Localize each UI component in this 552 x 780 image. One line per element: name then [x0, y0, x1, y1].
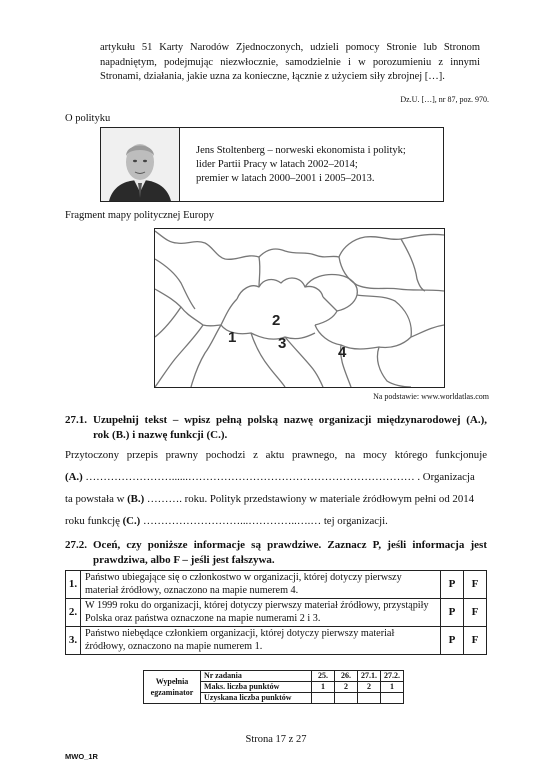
- politician-heading: O polityku: [65, 113, 111, 124]
- politician-line: Jens Stoltenberg – norweski ekonomista i polityk;: [196, 145, 406, 156]
- table-row: [66, 571, 487, 599]
- map-heading: Fragment mapy politycznej Europy: [65, 210, 215, 221]
- task2-instruction-line1: Oceń, czy poniższe informacje są prawdziwe. Zaznacz P, jeśli informacja jest: [93, 539, 487, 551]
- true-option[interactable]: P: [441, 599, 464, 627]
- obtained-points-label: Uzyskana liczba punktów: [201, 693, 312, 704]
- task1-text: [65, 448, 487, 536]
- page-number: Strona 17 z 27: [245, 734, 307, 745]
- quote-line: Stronami, działania, jakie uzna za konieczne, łącznie z użyciem siły zbrojnej […].: [100, 71, 445, 82]
- task1-instruction-line1: Uzupełnij tekst – wpisz pełną polską nazwę organizacji międzynarodowej (A.),: [93, 414, 487, 426]
- row-number: 2.: [66, 599, 81, 627]
- quote-line: artykułu 51 Karty Narodów Zjednoczonych, udzieli pomocy Stronie lub Stronom: [100, 42, 480, 53]
- table-row: [66, 627, 487, 655]
- row-number: 3.: [66, 627, 81, 655]
- max-points: 2: [358, 682, 381, 693]
- quote-text: [100, 41, 480, 85]
- true-option[interactable]: P: [441, 571, 464, 599]
- task2-instruction: [65, 538, 487, 567]
- task1-number: 27.1.: [65, 414, 87, 426]
- task-number: 26.: [335, 671, 358, 682]
- portrait-image: [101, 128, 179, 201]
- quote-line: napadniętym, podejmując niezwłocznie, samodzielnie i w porozumieniu z innymi: [100, 56, 480, 68]
- map-label-2: 2: [272, 312, 281, 329]
- true-option[interactable]: P: [441, 627, 464, 655]
- map-label-4: 4: [338, 344, 347, 361]
- true-false-table: [65, 570, 487, 655]
- politician-description: [196, 144, 406, 186]
- max-points-label: Maks. liczba punktów: [201, 682, 312, 693]
- table-row: [66, 599, 487, 627]
- task2-instruction-line2: prawdziwa, albo F – jeśli jest fałszywa.: [93, 553, 275, 566]
- task1-answer-a[interactable]: (A.) ……………………......……………………………………………………… . Organizacja: [65, 471, 475, 483]
- obtained-points-cell[interactable]: [335, 693, 358, 704]
- politician-line: premier w latach 2000–2001 i 2005–2013.: [196, 173, 375, 184]
- map-frame: [154, 228, 445, 388]
- exam-code: MWO_1R: [65, 752, 98, 761]
- statement-text: W 1999 roku do organizacji, której dotyczy pierwszy materiał źródłowy, przystąpiły Polska oraz państwa oznaczone na mapie numerami 2 i 3.: [81, 599, 441, 627]
- row-number: 1.: [66, 571, 81, 599]
- task1-answer-b[interactable]: ta powstała w (B.) ………. roku. Polityk przedstawiony w materiale źródłowym pełni od 2014: [65, 493, 475, 505]
- politician-line: lider Partii Pracy w latach 2002–2014;: [196, 159, 358, 170]
- task1-instruction: [65, 413, 487, 442]
- false-option[interactable]: F: [464, 627, 487, 655]
- task-numbers-label: Nr zadania: [201, 671, 312, 682]
- task-number: 27.1.: [358, 671, 381, 682]
- map-source: Na podstawie: www.worldatlas.com: [373, 392, 489, 401]
- false-option[interactable]: F: [464, 599, 487, 627]
- false-option[interactable]: F: [464, 571, 487, 599]
- obtained-points-cell[interactable]: [358, 693, 381, 704]
- quote-source: Dz.U. […], nr 87, poz. 970.: [400, 95, 489, 104]
- task-number: 25.: [312, 671, 335, 682]
- statement-text: Państwo niebędące członkiem organizacji, której dotyczy pierwszy materiał źródłowy, oznaczono na mapie numerem 1.: [81, 627, 441, 655]
- map-label-1: 1: [228, 329, 237, 346]
- task-number: 27.2.: [381, 671, 404, 682]
- max-points: 1: [381, 682, 404, 693]
- obtained-points-cell[interactable]: [381, 693, 404, 704]
- task1-answer-c[interactable]: roku funkcję (C.) ………………………...…………..….… tej organizacji.: [65, 515, 388, 527]
- scoring-table: [143, 670, 404, 704]
- scoring-side-label: Wypełnia egzaminator: [144, 671, 201, 704]
- politician-box: [100, 127, 444, 202]
- statement-text: Państwo ubiegające się o członkostwo w organizacji, której dotyczy pierwszy materiał źródłowy, oznaczono na mapie numerem 4.: [81, 571, 441, 599]
- task1-text-line1: Przytoczony przepis prawny pochodzi z aktu prawnego, na mocy którego funkcjonuje: [65, 449, 487, 461]
- map-label-3: 3: [278, 335, 287, 352]
- max-points: 1: [312, 682, 335, 693]
- politician-photo: [101, 128, 180, 201]
- max-points: 2: [335, 682, 358, 693]
- europe-map: [155, 229, 444, 387]
- task2-number: 27.2.: [65, 539, 87, 551]
- task1-instruction-line2: rok (B.) i nazwę funkcji (C.).: [93, 428, 228, 441]
- obtained-points-cell[interactable]: [312, 693, 335, 704]
